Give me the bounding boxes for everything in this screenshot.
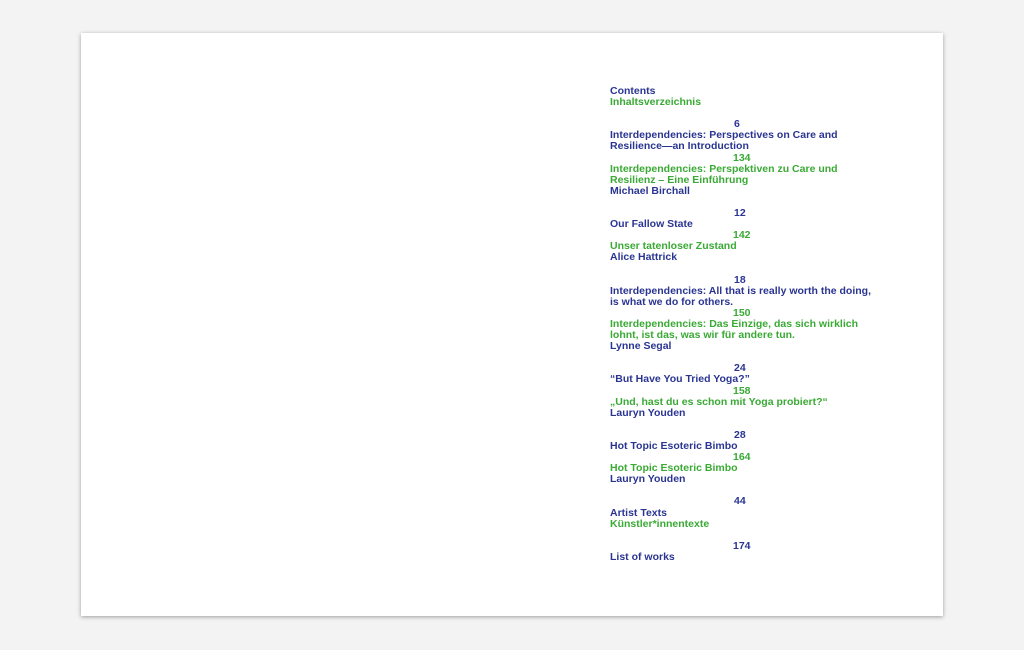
page-number-en: 28 (734, 428, 746, 441)
toc-entry (610, 496, 910, 529)
entry-author: Alice Hattrick (610, 251, 678, 264)
toc-entry (610, 430, 910, 485)
entry-title-en: is what we do for others. (610, 295, 734, 308)
entry-author: Lauryn Youden (610, 406, 686, 419)
entry-title-en: Interdependencies: All that is really worth the doing, (610, 284, 871, 297)
page-number-en: 24 (734, 362, 746, 375)
entry-title-de: Resilienz – Eine Einführung (610, 173, 749, 186)
page-number-de: 142 (733, 229, 751, 242)
entry-title-de: Künstler*innentexte (610, 517, 710, 530)
entry-title-de: Unser tatenloser Zustand (610, 240, 737, 253)
entry-title-de: Hot Topic Esoteric Bimbo (610, 462, 738, 475)
page-number-en: 12 (734, 207, 746, 220)
page-number-de: 150 (733, 306, 751, 319)
entry-title-de: „Und, hast du es schon mit Yoga probiert?“ (610, 395, 828, 408)
table-of-contents (610, 86, 910, 563)
page-number-en: 44 (734, 495, 746, 508)
contents-heading: Contents (610, 85, 656, 97)
entry-title-en: Artist Texts (610, 506, 667, 519)
entry-title-en: Interdependencies: Perspectives on Care and (610, 129, 838, 142)
page-number-de: 158 (733, 384, 751, 397)
entry-title-en: List of works (610, 550, 675, 563)
entry-author: Michael Birchall (610, 184, 690, 197)
contents-heading-de: Inhaltsverzeichnis (610, 96, 702, 109)
toc-entry (610, 119, 910, 197)
entry-title-en: Resilience—an Introduction (610, 140, 749, 153)
toc-entry (610, 541, 910, 563)
entry-author: Lauryn Youden (610, 473, 686, 486)
entry-title-de: Interdependencies: Das Einzige, das sich wirklich (610, 317, 858, 330)
entry-title-de: lohnt, ist das, was wir für andere tun. (610, 329, 795, 342)
page-number-de: 164 (733, 451, 751, 464)
toc-entry (610, 363, 910, 418)
toc-entry (610, 208, 910, 263)
toc-entry (610, 275, 910, 353)
entry-title-en: Hot Topic Esoteric Bimbo (610, 440, 738, 452)
page-number-en: 174 (733, 539, 751, 552)
entry-title-en: Our Fallow State (610, 218, 693, 231)
book-page (81, 33, 943, 616)
entry-author: Lynne Segal (610, 340, 672, 353)
page-number-de: 134 (733, 151, 751, 164)
page-number-en: 18 (734, 273, 746, 286)
entry-title-en: “But Have You Tried Yoga?” (610, 373, 750, 386)
page-number-en: 6 (734, 118, 740, 131)
entry-title-de: Interdependencies: Perspektiven zu Care und (610, 162, 838, 175)
